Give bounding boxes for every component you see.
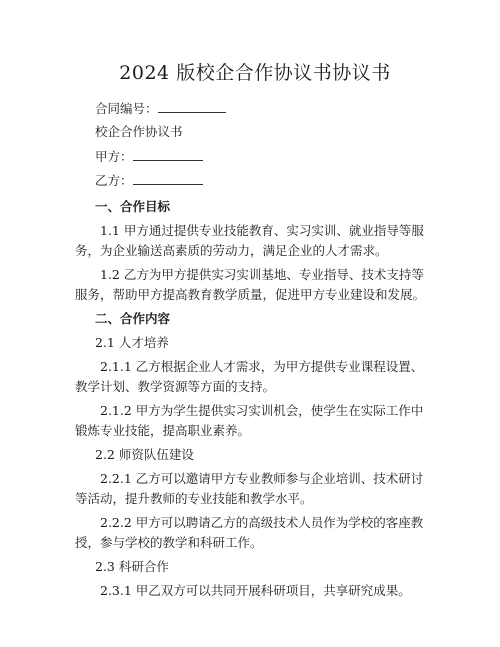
clause-1-2: 1.2 乙方为甲方提供实习实训基地、专业指导、技术支持等服务，帮助甲方提高教育教学质量，促进甲方专业建设和发展。 <box>75 267 426 302</box>
party-b-blank <box>133 170 203 185</box>
agreement-subject: 校企合作协议书 <box>95 124 183 139</box>
clause-2-2-2: 2.2.2 甲方可以聘请乙方的高级技术人员作为学校的客座教授，参与学校的教学和科研工作。 <box>75 515 424 550</box>
clause-2-1-2: 2.1.2 甲方为学生提供实习实训机会，使学生在实际工作中锻炼专业技能，提高职业素养。 <box>75 403 424 438</box>
section-1-heading: 一、合作目标 <box>95 199 171 214</box>
party-a-blank <box>133 146 203 161</box>
clause-2-3: 2.3 科研合作 <box>95 559 169 574</box>
section-2-heading: 二、合作内容 <box>95 311 171 326</box>
clause-1-1: 1.1 甲方通过提供专业技能教育、实习实训、就业指导等服务，为企业输送高素质的劳动力，满足企业的人才需求。 <box>75 223 424 258</box>
party-a-line <box>75 146 435 170</box>
party-b-label: 乙方： <box>95 173 133 188</box>
clause-2-2: 2.2 师资队伍建设 <box>95 447 194 462</box>
party-a-label: 甲方： <box>95 149 133 164</box>
contract-number-blank <box>158 98 226 113</box>
document-title: 2024 版校企合作协议书协议书 <box>119 62 391 84</box>
party-b-line <box>75 170 435 194</box>
clause-2-3-1: 2.3.1 甲乙双方可以共同开展科研项目，共享研究成果。 <box>100 583 411 598</box>
clause-2-2-1: 2.2.1 乙方可以邀请甲方专业教师参与企业培训、技术研讨等活动，提升教师的专业技能和教学水平。 <box>75 471 424 506</box>
contract-number-label: 合同编号： <box>95 101 158 116</box>
contract-number-line <box>75 98 435 122</box>
clause-2-1-1: 2.1.1 乙方根据企业人才需求，为甲方提供专业课程设置、教学计划、教学资源等方面的支持。 <box>75 359 424 394</box>
clause-2-1: 2.1 人才培养 <box>95 335 169 350</box>
